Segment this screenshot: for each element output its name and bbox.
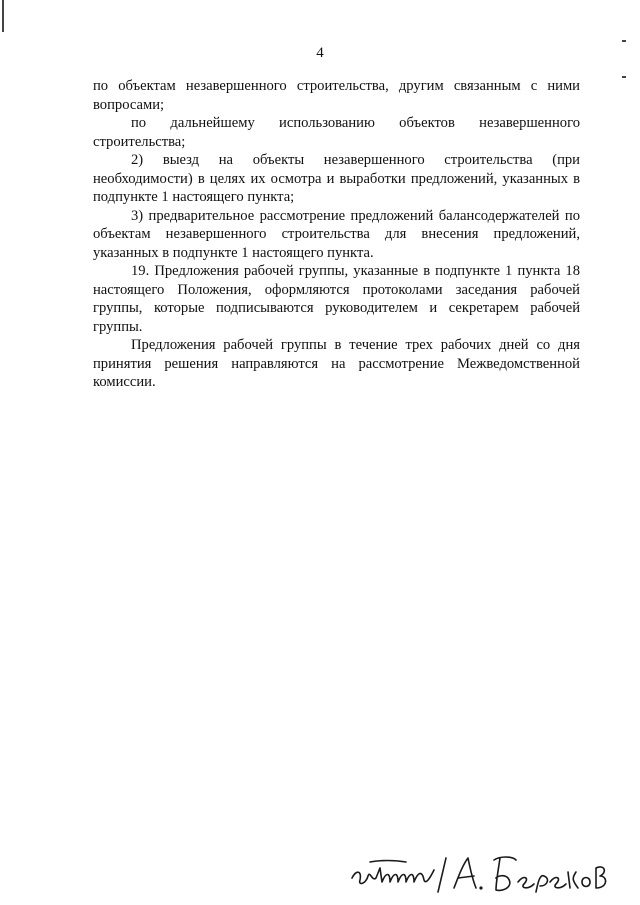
- signature-name: А. Бербеков: [350, 848, 356, 849]
- paragraph: по дальнейшему использованию объектов незавершенного строительства;: [93, 115, 580, 150]
- paragraph: 3) предварительное рассмотрение предложений балансодержателей по объектам незавершенного строительства для внесения предложений, указанных в подпункте 1 настоящего пункта.: [93, 207, 580, 261]
- page-number: 4: [316, 45, 324, 61]
- scan-edge-mark: [622, 40, 626, 42]
- paragraph: по объектам незавершенного строительства, другим связанным с ними вопросами;: [93, 78, 580, 113]
- paragraph: Предложения рабочей группы в течение трех рабочих дней со дня принятия решения направляются на рассмотрение Межведомственной комиссии.: [93, 337, 580, 390]
- document-body: [93, 77, 580, 392]
- scan-edge-mark: [622, 76, 626, 78]
- handwritten-signature: [350, 848, 610, 898]
- scan-edge-mark: [2, 0, 4, 32]
- paragraph: 19. Предложения рабочей группы, указанные в подпункте 1 пункта 18 настоящего Положения, оформляются протоколами заседания рабочей группы, которые подписываются руководителем и секретарем рабочей группы.: [93, 263, 580, 335]
- paragraph: 2) выезд на объекты незавершенного строительства (при необходимости) в целях их осмотра и выработки предложений, указанных в подпункте 1 настоящего пункта;: [93, 152, 580, 205]
